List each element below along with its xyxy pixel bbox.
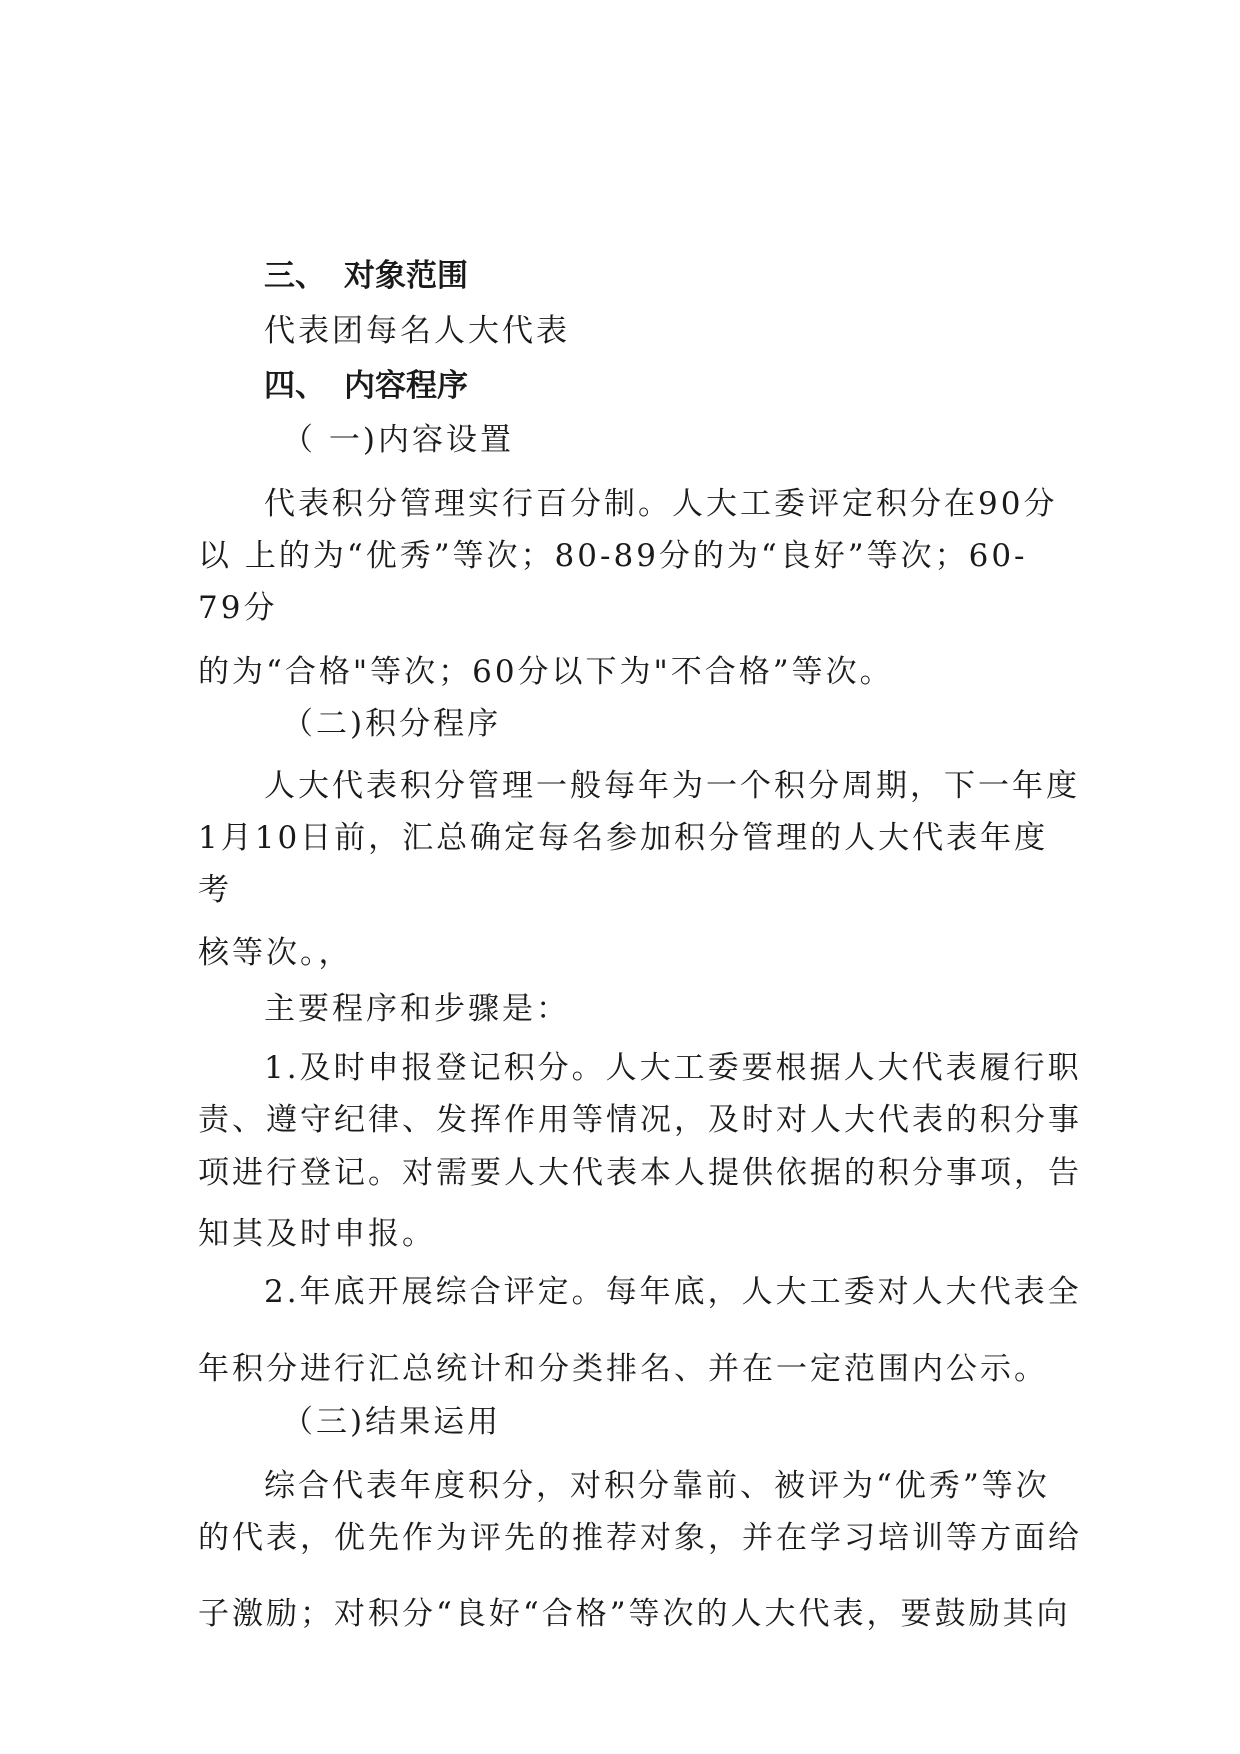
section-title: 内容程序: [344, 368, 468, 404]
paragraph-line: 主要程序和步骤是：: [264, 991, 570, 1027]
subsection-heading: （三)结果运用: [282, 1404, 502, 1440]
paragraph-line: 核等次。，: [198, 935, 353, 971]
paragraph-line: 代表团每名人大代表: [264, 313, 570, 349]
section-number: 四、: [264, 368, 326, 404]
paragraph-line: 代表积分管理实行百分制。人大工委评定积分在90分: [264, 486, 1058, 522]
section-heading-3: [264, 256, 468, 296]
subsection-heading: （ 一)内容设置: [282, 422, 514, 458]
section-number: 三、: [264, 258, 326, 294]
paragraph-line: 的为“合格"等次；60分以下为"不合格”等次。: [198, 654, 894, 690]
paragraph-line: 以 上的为“优秀”等次；80-89分的为“良好”等次；60-: [198, 538, 1028, 574]
paragraph-line: 知其及时申报。: [198, 1216, 436, 1252]
paragraph-line: 年积分进行汇总统计和分类排名、并在一定范围内公示。: [198, 1351, 1048, 1387]
paragraph-line: 的代表，优先作为评先的推荐对象，并在学习培训等方面给: [198, 1520, 1082, 1556]
paragraph-line: 人大代表积分管理一般每年为一个积分周期，下一年度: [264, 768, 1080, 804]
paragraph-line: 责、遵守纪律、发挥作用等情况，及时对人大代表的积分事: [198, 1102, 1082, 1138]
paragraph-line: 1.及时申报登记积分。人大工委要根据人大代表履行职: [264, 1050, 1082, 1086]
paragraph-line: 项进行登记。对需要人大代表本人提供依据的积分事项，告: [198, 1155, 1082, 1191]
paragraph-line: 考: [198, 872, 232, 908]
paragraph-line: 2.年底开展综合评定。每年底，人大工委对人大代表全: [264, 1274, 1082, 1310]
paragraph-line: 子激励；对积分“良好“合格”等次的人大代表，要鼓励其向: [198, 1596, 1071, 1632]
paragraph-line: 1月10日前，汇总确定每名参加积分管理的人大代表年度: [198, 820, 1049, 856]
section-title: 对象范围: [344, 258, 468, 294]
subsection-heading: （二)积分程序: [282, 706, 502, 742]
paragraph-line: 79分: [198, 590, 278, 626]
section-heading-4: [264, 366, 468, 406]
paragraph-line: 综合代表年度积分，对积分靠前、被评为“优秀”等次: [264, 1468, 1050, 1504]
